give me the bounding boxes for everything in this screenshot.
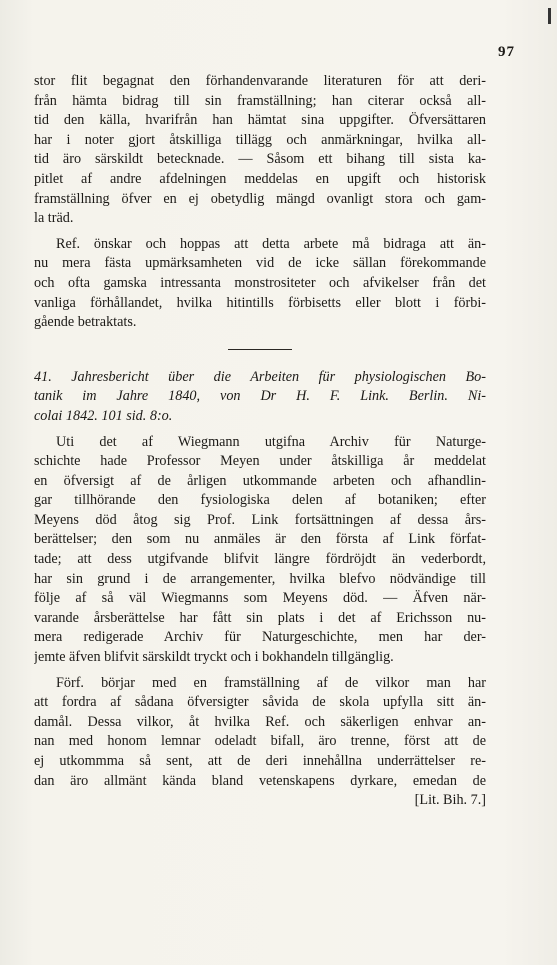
text-line: följe af så väl Wiegmanns som Meyens död. — Äfven när-: [34, 590, 486, 607]
text-line: har sin grund i de arrangementer, hvilka blefvo nödvändige till: [34, 570, 486, 587]
text-line: stor flit begagnat den förhandenvarande literaturen för att deri-: [34, 73, 486, 89]
text-line: mera redigerade Archiv für Naturgeschichte, men har der-: [34, 629, 486, 646]
paragraph-2: [34, 235, 486, 333]
review-title-line: colai 1842. 101 sid. 8:o.: [34, 407, 173, 424]
text-line: Ref. önskar och hoppas att detta arbete må bidraga att än-: [56, 235, 486, 252]
page-text: [34, 72, 486, 811]
text-line: tade; att dess utgifvande blifvit längre fördröjdt än vederbordt,: [34, 551, 486, 568]
text-line: vanliga förhållandet, hvilka hitintills förbisetts eller blott i förbi-: [34, 294, 486, 311]
text-line: ej utkommma så sent, att de deri innehållna underrättelser re-: [34, 753, 486, 769]
text-line: berättelser; den som nu anmäles är den första af Link förfat-: [34, 531, 486, 548]
text-line: gar tillhörande den fysiologiska delen af botaniken; efter: [34, 492, 486, 509]
text-line: nu mera fästa upmärksamheten vid de icke sällan förekommande: [34, 255, 486, 272]
text-line: varande årsberättelse har fått sin plats i det af Erichsson nu-: [34, 609, 486, 626]
text-line: pitlet af andre afdelningen meddelas en upgift och historisk: [34, 170, 486, 187]
text-line: tid den källa, hvarifrån han hämtat sina uppgifter. Öfversättaren: [34, 112, 486, 129]
review-title-line: 41. Jahresbericht über die Arbeiten für physiologischen Bo-: [34, 368, 486, 385]
text-line: gående betraktats.: [34, 314, 137, 331]
text-line: framställning öfver en ej obetydlig mängd ovanligt stora och gam-: [34, 190, 486, 207]
text-line: en öfversigt af de årligen utkommande arbeten och afhandlin-: [34, 472, 486, 489]
text-line: schichte hade Professor Meyen under åtskilliga år meddelat: [34, 453, 486, 470]
paragraph-4: [34, 433, 486, 668]
text-line: att fordra af sådana öfversigter såvida de skola upfylla sitt än-: [34, 694, 486, 711]
paragraph-1: [34, 72, 486, 229]
text-line: och ofta gamska intressanta monstrositeter och afvikelser från det: [34, 274, 486, 291]
text-line: la träd.: [34, 210, 74, 227]
text-line: tid äro särskildt betecknade. — Såsom ett bihang till sista ka-: [34, 151, 486, 168]
paragraph-5: [34, 674, 486, 792]
signature-mark: [Lit. Bih. 7.]: [414, 792, 486, 809]
text-line: har i noter gjort åtskilliga tillägg och anmärkningar, hvilka all-: [34, 131, 486, 148]
text-line: Uti det af Wiegmann utgifna Archiv für Naturge-: [56, 433, 486, 450]
text-line: nan med honom lemnar odeladt bifall, äro trenne, först att de: [34, 733, 486, 750]
review-heading: [34, 368, 486, 427]
text-line: jemte äfven blifvit särskildt tryckt och i bokhandeln tillgänglig.: [34, 649, 394, 666]
text-line: från hämta bidrag till sin framställning; han citerar också all-: [34, 92, 486, 109]
section-divider: [228, 349, 292, 350]
text-line: Meyens död åtog sig Prof. Link fortsättningen af dessa års-: [34, 511, 486, 528]
text-line: dan äro allmänt kända bland vetenskapens dyrkare, emedan de: [34, 772, 486, 789]
text-line: damål. Dessa vilkor, åt hvilka Ref. och säkerligen enhvar an-: [34, 713, 486, 730]
text-line: Förf. börjar med en framställning af de vilkor man har: [56, 674, 486, 691]
scan-edge-mark: [548, 8, 551, 24]
page-number: 97: [498, 44, 515, 60]
review-title-line: tanik im Jahre 1840, von Dr H. F. Link. Berlin. Ni-: [34, 388, 486, 405]
